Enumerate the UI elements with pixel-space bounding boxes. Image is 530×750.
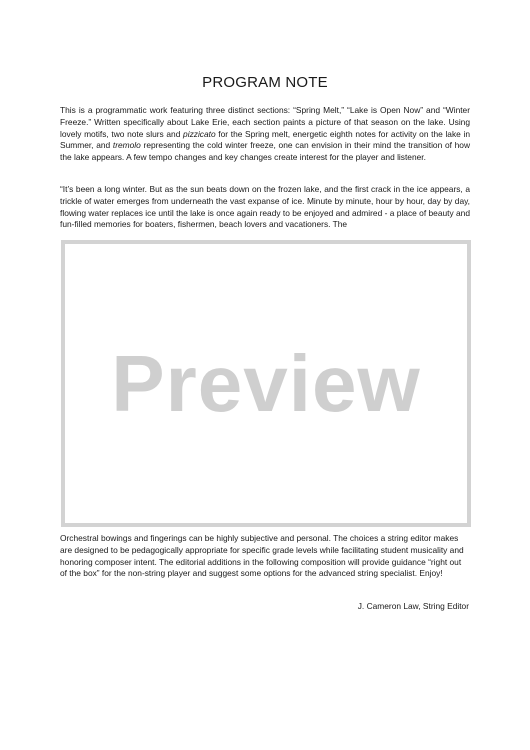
italic-term: pizzicato — [183, 128, 216, 139]
paragraph-intro — [60, 105, 470, 164]
preview-watermark-box — [61, 240, 471, 527]
text-run: for the Spring melt, energetic eighth notes for activity on the lake in Summer, and — [60, 128, 470, 151]
italic-term: tremolo — [112, 140, 141, 151]
preview-watermark-text: Preview — [111, 338, 421, 428]
text-run: This is a programmatic work featuring three distinct sections: “Spring Melt,” “Lake is Open Now” and “Winter Freeze.” Written specifically about Lake Erie, each section paints a picture of that season on the lake. Using lovely motifs, two note slurs and — [60, 105, 470, 139]
page-title: PROGRAM NOTE — [202, 74, 328, 91]
paragraph-editor-note: Orchestral bowings and fingerings can be highly subjective and personal. The choices a string editor makes are designed to be pedagogically appropriate for specific grade levels while facilitating student musicality and honoring composer intent. The editorial additions in the following composition will provide guidance “right out of the box” for the non-string player and suggest some options for the advanced string specialist. Enjoy! — [60, 533, 464, 579]
text-run: representing the cold winter freeze, one can envision in their mind the transition of how the lake appears. A few tempo changes and key changes create interest for the player and listener. — [60, 140, 470, 163]
paragraph-quote: “It’s been a long winter. But as the sun beats down on the frozen lake, and the first crack in the ice appears, a trickle of water emerges from underneath the vast expanse of ice. Minute by minute, hour by hour, day by day, flowing water replaces ice until the lake is once again ready to be enjoyed and admired - a place of beauty and fun-filled memories for boaters, fishermen, beach lovers and vacationers. The — [60, 184, 470, 230]
signature: J. Cameron Law, String Editor — [357, 601, 469, 611]
